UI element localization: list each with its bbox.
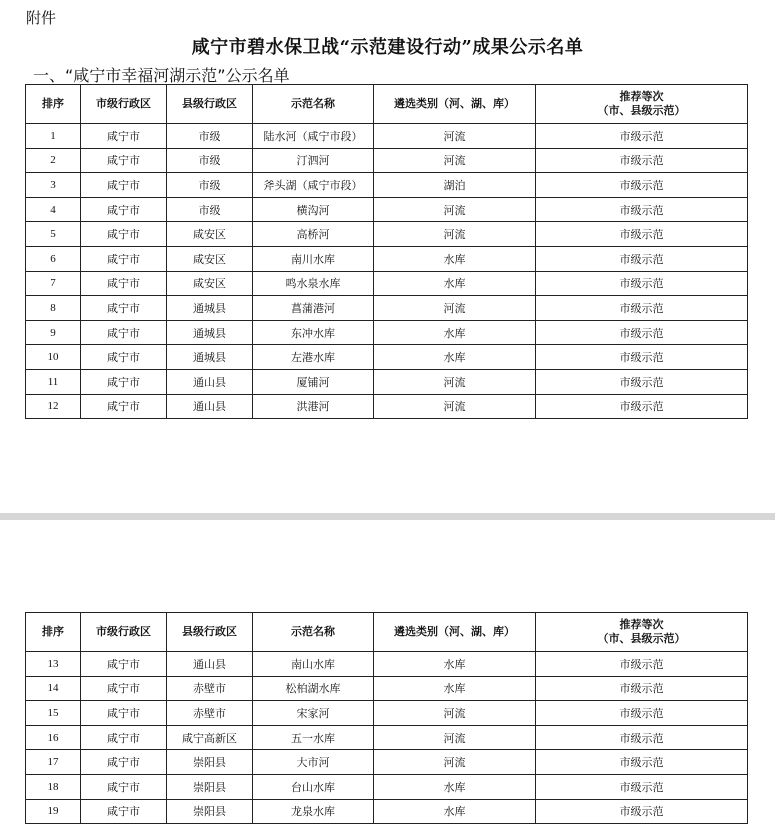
cell-level: 市级示范 <box>536 345 748 370</box>
table-row <box>26 345 748 370</box>
cell-level: 市级示范 <box>536 799 748 824</box>
cell-county: 通城县 <box>167 320 253 345</box>
cell-city: 咸宁市 <box>81 271 167 296</box>
cell-level: 市级示范 <box>536 197 748 222</box>
cell-index: 11 <box>26 369 81 394</box>
table-row <box>26 296 748 321</box>
cell-name: 南山水库 <box>253 652 374 677</box>
cell-level: 市级示范 <box>536 369 748 394</box>
cell-index: 19 <box>26 799 81 824</box>
cell-level: 市级示范 <box>536 320 748 345</box>
cell-city: 咸宁市 <box>81 197 167 222</box>
table-row <box>26 148 748 173</box>
cell-index: 2 <box>26 148 81 173</box>
cell-category: 水库 <box>374 271 536 296</box>
cell-city: 咸宁市 <box>81 124 167 149</box>
cell-city: 咸宁市 <box>81 676 167 701</box>
cell-level: 市级示范 <box>536 222 748 247</box>
cell-index: 17 <box>26 750 81 775</box>
cell-county: 市级 <box>167 148 253 173</box>
header-category: 遴选类别（河、湖、库） <box>374 85 536 124</box>
cell-category: 河流 <box>374 296 536 321</box>
cell-category: 河流 <box>374 701 536 726</box>
cell-county: 崇阳县 <box>167 799 253 824</box>
cell-level: 市级示范 <box>536 394 748 419</box>
attachment-label: 附件 <box>26 9 57 27</box>
cell-level: 市级示范 <box>536 676 748 701</box>
cell-index: 12 <box>26 394 81 419</box>
cell-name: 横沟河 <box>253 197 374 222</box>
cell-name: 松柏湖水库 <box>253 676 374 701</box>
cell-index: 4 <box>26 197 81 222</box>
header-level-line1: 推荐等次 <box>619 618 664 631</box>
header-index: 排序 <box>26 613 81 652</box>
table-row <box>26 774 748 799</box>
cell-index: 10 <box>26 345 81 370</box>
cell-category: 水库 <box>374 676 536 701</box>
cell-city: 咸宁市 <box>81 701 167 726</box>
cell-county: 咸安区 <box>167 271 253 296</box>
document-page-2 <box>0 520 775 832</box>
header-level <box>536 613 748 652</box>
cell-index: 6 <box>26 246 81 271</box>
section-heading: 一、“咸宁市幸福河湖示范”公示名单 <box>33 66 290 85</box>
table-row <box>26 271 748 296</box>
demonstration-list-table-continued <box>25 612 748 824</box>
cell-name: 南川水库 <box>253 246 374 271</box>
cell-level: 市级示范 <box>536 296 748 321</box>
header-name: 示范名称 <box>253 85 374 124</box>
cell-city: 咸宁市 <box>81 222 167 247</box>
cell-name: 汀泗河 <box>253 148 374 173</box>
cell-county: 咸宁高新区 <box>167 725 253 750</box>
cell-index: 18 <box>26 774 81 799</box>
cell-name: 龙泉水库 <box>253 799 374 824</box>
cell-category: 水库 <box>374 345 536 370</box>
cell-level: 市级示范 <box>536 124 748 149</box>
cell-category: 水库 <box>374 774 536 799</box>
cell-name: 陆水河（咸宁市段） <box>253 124 374 149</box>
header-level-line2: （市、县级示范） <box>597 632 686 645</box>
cell-county: 崇阳县 <box>167 750 253 775</box>
cell-city: 咸宁市 <box>81 394 167 419</box>
header-name: 示范名称 <box>253 613 374 652</box>
cell-index: 9 <box>26 320 81 345</box>
cell-level: 市级示范 <box>536 725 748 750</box>
cell-county: 通城县 <box>167 296 253 321</box>
cell-city: 咸宁市 <box>81 173 167 198</box>
table-row <box>26 725 748 750</box>
cell-name: 菖蒲港河 <box>253 296 374 321</box>
header-city: 市级行政区 <box>81 613 167 652</box>
table-row <box>26 197 748 222</box>
cell-city: 咸宁市 <box>81 345 167 370</box>
cell-index: 5 <box>26 222 81 247</box>
cell-county: 市级 <box>167 124 253 149</box>
cell-county: 通山县 <box>167 394 253 419</box>
cell-name: 鸣水泉水库 <box>253 271 374 296</box>
cell-index: 15 <box>26 701 81 726</box>
header-city: 市级行政区 <box>81 85 167 124</box>
cell-category: 水库 <box>374 652 536 677</box>
table-header-row <box>26 85 748 124</box>
cell-category: 河流 <box>374 725 536 750</box>
cell-level: 市级示范 <box>536 173 748 198</box>
cell-level: 市级示范 <box>536 750 748 775</box>
cell-category: 水库 <box>374 320 536 345</box>
table-row <box>26 701 748 726</box>
cell-index: 14 <box>26 676 81 701</box>
cell-name: 左港水库 <box>253 345 374 370</box>
cell-name: 高桥河 <box>253 222 374 247</box>
cell-city: 咸宁市 <box>81 296 167 321</box>
cell-county: 赤壁市 <box>167 701 253 726</box>
cell-index: 16 <box>26 725 81 750</box>
table-row <box>26 124 748 149</box>
table-row <box>26 246 748 271</box>
table-row <box>26 750 748 775</box>
cell-category: 河流 <box>374 197 536 222</box>
table-row <box>26 394 748 419</box>
cell-index: 7 <box>26 271 81 296</box>
header-level-line1: 推荐等次 <box>619 90 664 103</box>
cell-name: 洪港河 <box>253 394 374 419</box>
header-category: 遴选类别（河、湖、库） <box>374 613 536 652</box>
cell-county: 市级 <box>167 197 253 222</box>
cell-index: 1 <box>26 124 81 149</box>
table-row <box>26 652 748 677</box>
page-separator <box>0 513 775 520</box>
cell-level: 市级示范 <box>536 774 748 799</box>
cell-name: 宋家河 <box>253 701 374 726</box>
cell-city: 咸宁市 <box>81 725 167 750</box>
header-level <box>536 85 748 124</box>
cell-city: 咸宁市 <box>81 148 167 173</box>
cell-city: 咸宁市 <box>81 774 167 799</box>
cell-name: 斧头湖（咸宁市段） <box>253 173 374 198</box>
table-row <box>26 320 748 345</box>
table-row <box>26 173 748 198</box>
cell-category: 河流 <box>374 750 536 775</box>
cell-level: 市级示范 <box>536 246 748 271</box>
cell-index: 8 <box>26 296 81 321</box>
table-row <box>26 676 748 701</box>
cell-county: 崇阳县 <box>167 774 253 799</box>
header-county: 县级行政区 <box>167 85 253 124</box>
table-row <box>26 222 748 247</box>
cell-county: 咸安区 <box>167 246 253 271</box>
cell-category: 水库 <box>374 246 536 271</box>
cell-city: 咸宁市 <box>81 799 167 824</box>
header-level-line2: （市、县级示范） <box>597 104 686 117</box>
cell-county: 赤壁市 <box>167 676 253 701</box>
cell-category: 河流 <box>374 222 536 247</box>
cell-city: 咸宁市 <box>81 369 167 394</box>
cell-name: 五一水库 <box>253 725 374 750</box>
cell-level: 市级示范 <box>536 701 748 726</box>
table-row <box>26 369 748 394</box>
cell-index: 3 <box>26 173 81 198</box>
cell-category: 河流 <box>374 124 536 149</box>
table-row <box>26 799 748 824</box>
cell-county: 通城县 <box>167 345 253 370</box>
cell-city: 咸宁市 <box>81 652 167 677</box>
cell-category: 河流 <box>374 394 536 419</box>
cell-county: 通山县 <box>167 652 253 677</box>
cell-category: 水库 <box>374 799 536 824</box>
cell-name: 厦铺河 <box>253 369 374 394</box>
cell-name: 大市河 <box>253 750 374 775</box>
document-title: 咸宁市碧水保卫战“示范建设行动”成果公示名单 <box>191 37 584 58</box>
header-index: 排序 <box>26 85 81 124</box>
cell-county: 通山县 <box>167 369 253 394</box>
demonstration-list-table <box>25 84 748 419</box>
cell-name: 台山水库 <box>253 774 374 799</box>
cell-category: 河流 <box>374 148 536 173</box>
cell-name: 东冲水库 <box>253 320 374 345</box>
cell-category: 河流 <box>374 369 536 394</box>
header-county: 县级行政区 <box>167 613 253 652</box>
table-header-row <box>26 613 748 652</box>
cell-county: 市级 <box>167 173 253 198</box>
cell-city: 咸宁市 <box>81 750 167 775</box>
cell-level: 市级示范 <box>536 148 748 173</box>
cell-county: 咸安区 <box>167 222 253 247</box>
cell-city: 咸宁市 <box>81 320 167 345</box>
cell-city: 咸宁市 <box>81 246 167 271</box>
cell-level: 市级示范 <box>536 652 748 677</box>
cell-category: 湖泊 <box>374 173 536 198</box>
cell-level: 市级示范 <box>536 271 748 296</box>
cell-index: 13 <box>26 652 81 677</box>
